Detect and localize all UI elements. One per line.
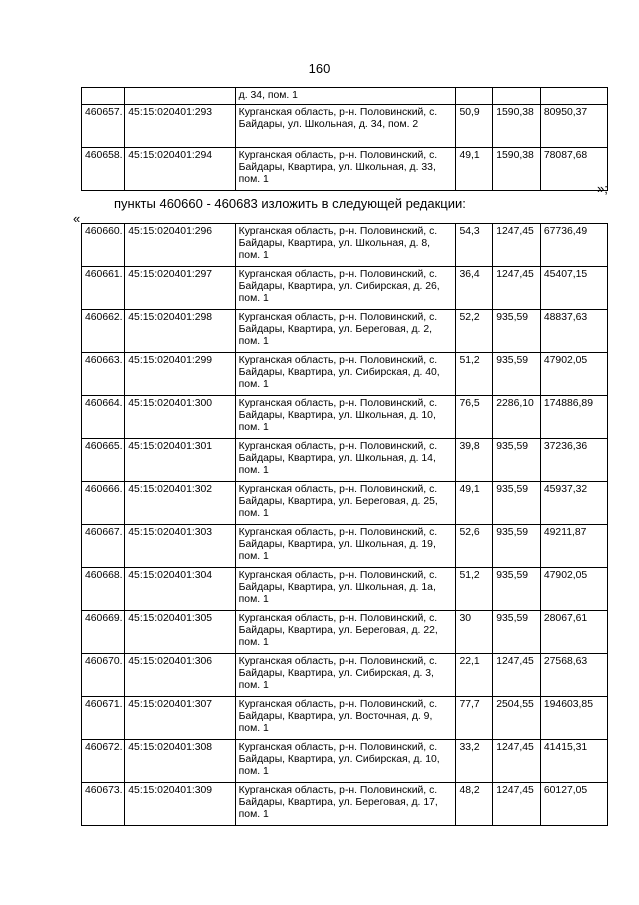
table-row <box>82 396 608 439</box>
row-number-cell: 460666. <box>82 482 125 525</box>
cadastral-value-cell <box>540 88 607 105</box>
price-cell: 1247,45 <box>493 224 541 267</box>
area-cell: 54,3 <box>456 224 493 267</box>
cadastral-number-cell: 45:15:020401:294 <box>125 148 235 191</box>
address-cell: Курганская область, р-н. Половинский, с. Байдары, Квартира, ул. Школьная, д. 14, пом. 1 <box>235 439 456 482</box>
price-cell: 1247,45 <box>493 267 541 310</box>
address-cell: д. 34, пом. 1 <box>235 88 456 105</box>
table-row <box>82 88 608 105</box>
row-number-cell: 460663. <box>82 353 125 396</box>
price-cell <box>493 88 541 105</box>
address-cell: Курганская область, р-н. Половинский, с. Байдары, Квартира, ул. Сибирская, д. 10, пом. 1 <box>235 740 456 783</box>
price-cell: 935,59 <box>493 525 541 568</box>
address-cell: Курганская область, р-н. Половинский, с. Байдары, Квартира, ул. Береговая, д. 17, пом. 1 <box>235 783 456 826</box>
row-number-cell: 460668. <box>82 568 125 611</box>
row-number-cell: 460661. <box>82 267 125 310</box>
table-row <box>82 310 608 353</box>
cadastral-value-cell: 67736,49 <box>540 224 607 267</box>
row-number-cell: 460662. <box>82 310 125 353</box>
row-number-cell: 460672. <box>82 740 125 783</box>
address-cell: Курганская область, р-н. Половинский, с. Байдары, Квартира, ул. Сибирская, д. 40, пом. 1 <box>235 353 456 396</box>
price-cell: 935,59 <box>493 568 541 611</box>
table-row <box>82 105 608 148</box>
cadastral-value-cell: 28067,61 <box>540 611 607 654</box>
row-number-cell: 460671. <box>82 697 125 740</box>
row-number-cell: 460670. <box>82 654 125 697</box>
area-cell: 52,6 <box>456 525 493 568</box>
address-cell: Курганская область, р-н. Половинский, с. Байдары, Квартира, ул. Школьная, д. 33, пом. 1 <box>235 148 456 191</box>
area-cell: 51,2 <box>456 353 493 396</box>
table-row <box>82 353 608 396</box>
table-row <box>82 740 608 783</box>
area-cell: 49,1 <box>456 148 493 191</box>
closing-quote: »; <box>597 181 608 196</box>
area-cell: 77,7 <box>456 697 493 740</box>
address-cell: Курганская область, р-н. Половинский, с. Байдары, Квартира, ул. Школьная, д. 1а, пом. 1 <box>235 568 456 611</box>
cadastral-value-cell: 194603,85 <box>540 697 607 740</box>
cadastral-number-cell: 45:15:020401:293 <box>125 105 235 148</box>
property-table-continued <box>81 87 608 191</box>
cadastral-number-cell: 45:15:020401:297 <box>125 267 235 310</box>
price-cell: 1247,45 <box>493 654 541 697</box>
cadastral-value-cell: 47902,05 <box>540 568 607 611</box>
price-cell: 2504,55 <box>493 697 541 740</box>
address-cell: Курганская область, р-н. Половинский, с. Байдары, Квартира, ул. Сибирская, д. 3, пом. 1 <box>235 654 456 697</box>
table-row <box>82 697 608 740</box>
cadastral-value-cell: 45407,15 <box>540 267 607 310</box>
area-cell <box>456 88 493 105</box>
cadastral-number-cell: 45:15:020401:306 <box>125 654 235 697</box>
table-row <box>82 568 608 611</box>
area-cell: 39,8 <box>456 439 493 482</box>
cadastral-value-cell: 78087,68 <box>540 148 607 191</box>
row-number-cell <box>82 88 125 105</box>
table-row <box>82 439 608 482</box>
row-number-cell: 460665. <box>82 439 125 482</box>
area-cell: 49,1 <box>456 482 493 525</box>
cadastral-value-cell: 48837,63 <box>540 310 607 353</box>
row-number-cell: 460664. <box>82 396 125 439</box>
area-cell: 22,1 <box>456 654 493 697</box>
price-cell: 935,59 <box>493 482 541 525</box>
cadastral-value-cell: 60127,05 <box>540 783 607 826</box>
table-row <box>82 482 608 525</box>
price-cell: 2286,10 <box>493 396 541 439</box>
address-cell: Курганская область, р-н. Половинский, с. Байдары, Квартира, ул. Школьная, д. 8, пом. 1 <box>235 224 456 267</box>
cadastral-value-cell: 41415,31 <box>540 740 607 783</box>
cadastral-number-cell: 45:15:020401:300 <box>125 396 235 439</box>
cadastral-value-cell: 174886,89 <box>540 396 607 439</box>
cadastral-number-cell: 45:15:020401:305 <box>125 611 235 654</box>
area-cell: 33,2 <box>456 740 493 783</box>
price-cell: 935,59 <box>493 439 541 482</box>
cadastral-number-cell: 45:15:020401:298 <box>125 310 235 353</box>
address-cell: Курганская область, р-н. Половинский, с. Байдары, Квартира, ул. Школьная, д. 10, пом. 1 <box>235 396 456 439</box>
property-table-amended <box>81 223 608 826</box>
price-cell: 935,59 <box>493 611 541 654</box>
price-cell: 1247,45 <box>493 740 541 783</box>
table-row <box>82 783 608 826</box>
row-number-cell: 460658. <box>82 148 125 191</box>
row-number-cell: 460667. <box>82 525 125 568</box>
area-cell: 36,4 <box>456 267 493 310</box>
cadastral-number-cell: 45:15:020401:304 <box>125 568 235 611</box>
area-cell: 76,5 <box>456 396 493 439</box>
opening-quote: « <box>73 211 81 226</box>
amendment-instruction: пункты 460660 - 460683 изложить в следующей редакции: <box>114 196 466 211</box>
address-cell: Курганская область, р-н. Половинский, с. Байдары, ул. Школьная, д. 34, пом. 2 <box>235 105 456 148</box>
price-cell: 1590,38 <box>493 105 541 148</box>
address-cell: Курганская область, р-н. Половинский, с. Байдары, Квартира, ул. Береговая, д. 25, пом. 1 <box>235 482 456 525</box>
cadastral-value-cell: 80950,37 <box>540 105 607 148</box>
table-row <box>82 654 608 697</box>
cadastral-number-cell <box>125 88 235 105</box>
address-cell: Курганская область, р-н. Половинский, с. Байдары, Квартира, ул. Сибирская, д. 26, пом. 1 <box>235 267 456 310</box>
cadastral-number-cell: 45:15:020401:301 <box>125 439 235 482</box>
table-row <box>82 525 608 568</box>
cadastral-value-cell: 27568,63 <box>540 654 607 697</box>
row-number-cell: 460669. <box>82 611 125 654</box>
cadastral-value-cell: 47902,05 <box>540 353 607 396</box>
cadastral-number-cell: 45:15:020401:302 <box>125 482 235 525</box>
cadastral-number-cell: 45:15:020401:303 <box>125 525 235 568</box>
row-number-cell: 460660. <box>82 224 125 267</box>
price-cell: 935,59 <box>493 353 541 396</box>
price-cell: 1247,45 <box>493 783 541 826</box>
table-row <box>82 611 608 654</box>
cadastral-number-cell: 45:15:020401:296 <box>125 224 235 267</box>
page-number: 160 <box>308 61 331 76</box>
row-number-cell: 460673. <box>82 783 125 826</box>
row-number-cell: 460657. <box>82 105 125 148</box>
address-cell: Курганская область, р-н. Половинский, с. Байдары, Квартира, ул. Школьная, д. 19, пом. 1 <box>235 525 456 568</box>
cadastral-value-cell: 37236,36 <box>540 439 607 482</box>
price-cell: 935,59 <box>493 310 541 353</box>
address-cell: Курганская область, р-н. Половинский, с. Байдары, Квартира, ул. Восточная, д. 9, пом. 1 <box>235 697 456 740</box>
cadastral-number-cell: 45:15:020401:299 <box>125 353 235 396</box>
area-cell: 50,9 <box>456 105 493 148</box>
cadastral-number-cell: 45:15:020401:308 <box>125 740 235 783</box>
address-cell: Курганская область, р-н. Половинский, с. Байдары, Квартира, ул. Береговая, д. 22, пом. 1 <box>235 611 456 654</box>
cadastral-value-cell: 49211,87 <box>540 525 607 568</box>
area-cell: 30 <box>456 611 493 654</box>
price-cell: 1590,38 <box>493 148 541 191</box>
table-row <box>82 148 608 191</box>
area-cell: 51,2 <box>456 568 493 611</box>
table-row <box>82 224 608 267</box>
area-cell: 48,2 <box>456 783 493 826</box>
area-cell: 52,2 <box>456 310 493 353</box>
address-cell: Курганская область, р-н. Половинский, с. Байдары, Квартира, ул. Береговая, д. 2, пом. 1 <box>235 310 456 353</box>
cadastral-number-cell: 45:15:020401:309 <box>125 783 235 826</box>
cadastral-value-cell: 45937,32 <box>540 482 607 525</box>
table-row <box>82 267 608 310</box>
cadastral-number-cell: 45:15:020401:307 <box>125 697 235 740</box>
